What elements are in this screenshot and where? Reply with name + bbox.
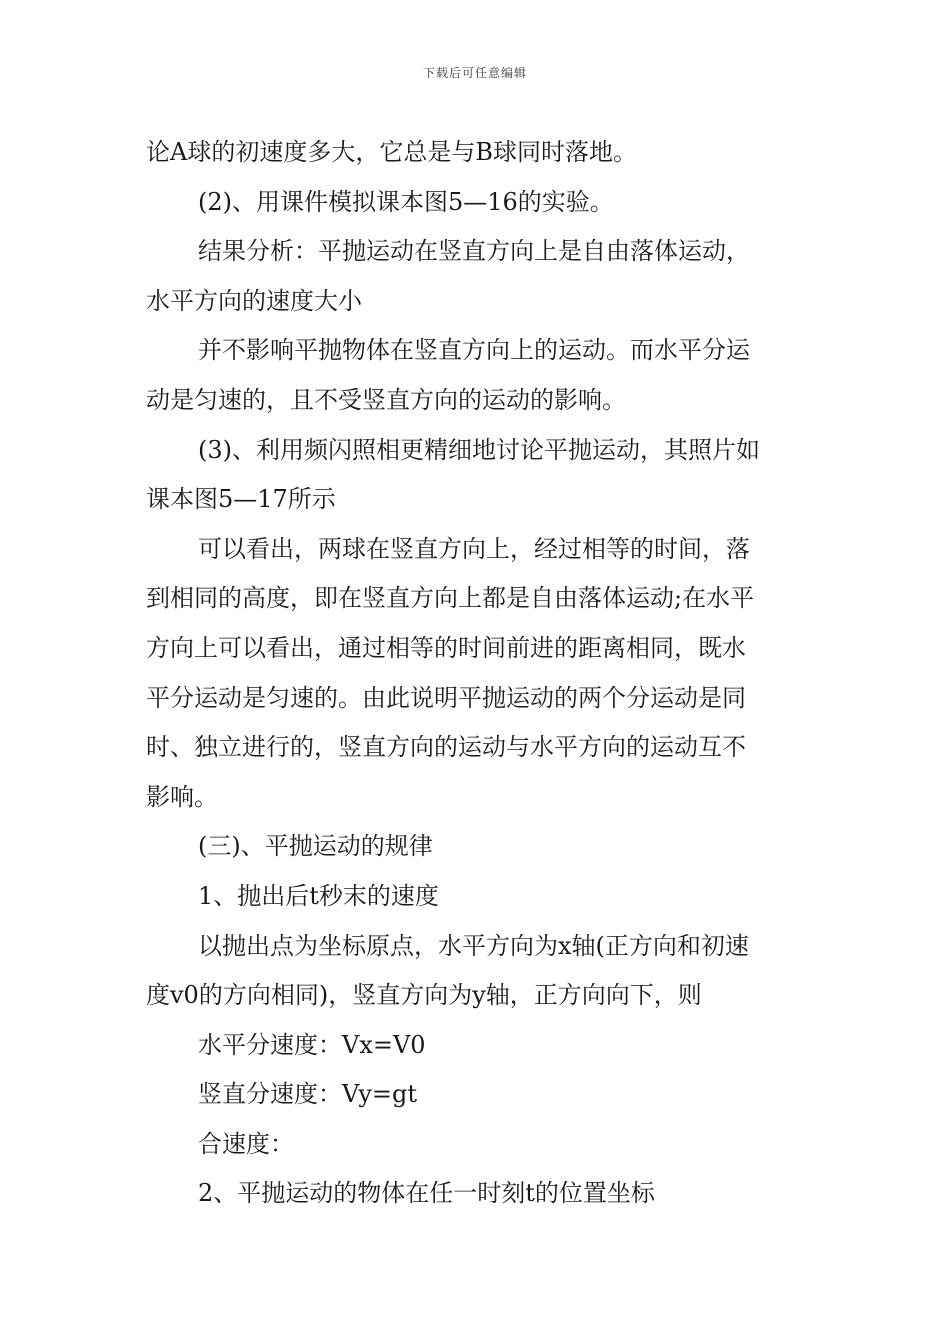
page-header: 下载后可任意编辑: [422, 66, 527, 80]
paragraph-line: (2)、用课件模拟课本图5—16的实验。: [198, 187, 614, 216]
paragraph-line: 时、独立进行的，竖直方向的运动与水平方向的运动互不: [146, 733, 746, 762]
paragraph-line: 以抛出点为坐标原点，水平方向为x轴(正方向和初速: [198, 931, 749, 960]
paragraph-line: 课本图5—17所示: [146, 485, 336, 514]
paragraph-line: 论A球的初速度多大，它总是与B球同时落地。: [146, 138, 637, 166]
paragraph-line: 结果分析：平抛运动在竖直方向上是自由落体运动，: [198, 237, 750, 266]
paragraph-line: (3)、利用频闪照相更精细地讨论平抛运动，其照片如: [198, 435, 760, 464]
formula-line: 水平分速度：Vx=V0: [198, 1030, 426, 1059]
subsection-heading: 1、抛出后t秒末的速度: [198, 881, 439, 910]
paragraph-line: 动是匀速的，且不受竖直方向的运动的影响。: [146, 385, 626, 414]
section-heading: (三)、平抛运动的规律: [198, 832, 433, 861]
paragraph-line: 度v0的方向相同)，竖直方向为y轴，正方向向下，则: [146, 981, 702, 1010]
paragraph-line: 到相同的高度，即在竖直方向上都是自由落体运动;在水平: [146, 584, 755, 613]
paragraph-line: 水平方向的速度大小: [146, 286, 362, 315]
paragraph-line: 可以看出，两球在竖直方向上，经过相等的时间，落: [198, 534, 750, 563]
paragraph-line: 并不影响平抛物体在竖直方向上的运动。而水平分运: [198, 336, 750, 365]
paragraph-line: 方向上可以看出，通过相等的时间前进的距离相同，既水: [146, 633, 746, 662]
subsection-heading: 2、平抛运动的物体在任一时刻t的位置坐标: [198, 1179, 655, 1208]
document-body: [146, 128, 810, 1219]
formula-line: 合速度：: [198, 1129, 294, 1158]
paragraph-line: 平分运动是匀速的。由此说明平抛运动的两个分运动是同: [146, 683, 746, 712]
paragraph-line: 影响。: [146, 782, 218, 811]
formula-line: 竖直分速度：Vy=gt: [198, 1080, 418, 1109]
